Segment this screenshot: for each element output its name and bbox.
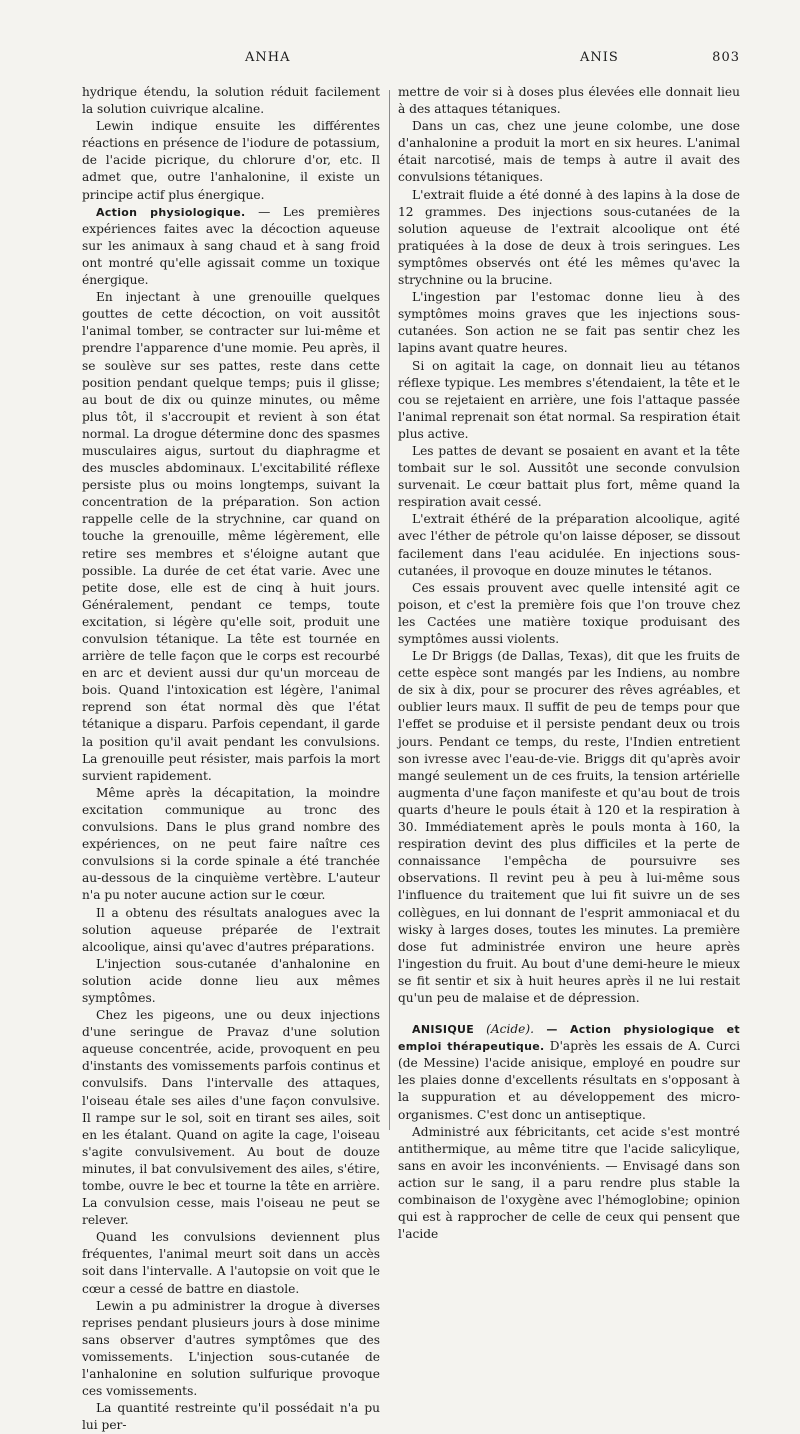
paragraph: Lewin a pu administrer la drogue à diverses reprises pendant plusieurs jours à dose minime sans observer d'autres symptômes que des vomissements. L'injection sous-cutanée de l'anhalonine en solution sulfurique provoque ces vomissements. bbox=[82, 1298, 380, 1399]
left-column bbox=[82, 84, 380, 1434]
paragraph: En injectant à une grenouille quelques gouttes de cette décoction, on voit aussitôt l'animal tomber, se contracter sur lui-même et prendre l'apparence d'une momie. Peu après, il se soulève sur ses pattes, reste dans cette position pendant quelque temps; puis il glisse; au bout de dix ou quinze minutes, ou même plus tôt, il s'accroupit et revient à son état normal. La drogue détermine donc des spasmes musculaires aigus, surtout du diaphragme et des muscles abdominaux. L'excitabilité réflexe persiste plus ou moins longtemps, suivant la concentration de la préparation. Son action rappelle celle de la strychnine, car quand on touche la grenouille, même légèrement, elle retire ses membres et s'éloigne autant que possible. La durée de cet état varie. Avec une petite dose, elle est de cinq à huit jours. Généralement, pendant ce temps, toute excitation, si légère qu'elle soit, produit une convulsion tétanique. La tête est tournée en arrière de telle façon que le corps est recourbé en arc et devient aussi dur qu'un morceau de bois. Quand l'intoxication est légère, l'animal reprend son état normal dès que l'état tétanique a disparu. Parfois cependant, il garde la position qu'il avait pendant les convulsions. La grenouille peut résister, mais parfois la mort survient rapidement. bbox=[82, 290, 380, 783]
paragraph: Si on agitait la cage, on donnait lieu au tétanos réflexe typique. Les membres s'étendaient, la tête et le cou se rejetaient en arrière, une fois l'attaque passée l'animal reprenait son état normal. Sa respiration était plus active. bbox=[398, 358, 740, 441]
paragraph: L'extrait éthéré de la préparation alcoolique, agité avec l'éther de pétrole qu'on laisse déposer, se dissout facilement dans l'eau acidulée. En injections sous-cutanées, il provoque en douze minutes le tétanos. bbox=[398, 512, 740, 578]
page-number: 803 bbox=[712, 50, 740, 65]
paragraph: mettre de voir si à doses plus élevées elle donnait lieu à des attaques tétaniques. bbox=[398, 85, 740, 117]
header-center-word: ANIS bbox=[580, 50, 619, 65]
paragraph: L'extrait fluide a été donné à des lapins à la dose de 12 grammes. Des injections sous-cutanées de la solution aqueuse de l'extrait alcoolique ont été pratiquées à la dose de deux à trois seringues. Les symptômes observés ont été les mêmes qu'avec la strychnine ou la brucine. bbox=[398, 187, 740, 288]
right-column bbox=[398, 84, 740, 1243]
paragraph: Il a obtenu des résultats analogues avec la solution aqueuse préparée de l'extrait alcoolique, ainsi qu'avec d'autres préparations. bbox=[82, 905, 380, 954]
paragraph: hydrique étendu, la solution réduit facilement la solution cuivrique alcaline. bbox=[82, 85, 380, 117]
paragraph: Chez les pigeons, une ou deux injections d'une seringue de Pravaz d'une solution aqueuse concentrée, acide, provoquent en peu d'instants des vomissements parfois continus et convulsifs. Dans l'intervalle des attaques, l'oiseau étale ses ailes d'une façon convulsive. Il rampe sur le sol, soit en tirant ses ailes, soit en les étalant. Quand on agite la cage, l'oiseau s'agite convulsivement. Au bout de douze minutes, il bat convulsivement des ailes, s'étire, tombe, ouvre le bec et tourne la tête en arrière. La convulsion cesse, mais l'oiseau ne peut se relever. bbox=[82, 1008, 380, 1228]
section-heading: Action physiologique. bbox=[96, 205, 246, 219]
paragraph: Le Dr Briggs (de Dallas, Texas), dit que les fruits de cette espèce sont mangés par les Indiens, au nombre de six à dix, pour se procurer des rêves agréables, et oublier leurs maux. Il suffit de peu de temps pour que l'effet se produise et il persiste pendant deux ou trois jours. Pendant ce temps, du reste, l'Indien entretient son ivresse avec l'eau-de-vie. Briggs dit qu'après avoir mangé seulement un de ces fruits, la tension artérielle augmenta d'une façon manifeste et qu'au bout de trois quarts d'heure le pouls était à 120 et la respiration à 30. Immédiatement après le pouls monta à 160, la respiration devint des plus difficiles et la perte de connaissance l'empêcha de poursuivre ses observations. Il revint peu à peu à lui-même sous l'influence du traitement que lui fit suivre un de ses collègues, en lui donnant de l'esprit ammoniacal et du wisky à larges doses, toutes les minutes. La première dose fut administrée environ une heure après l'ingestion du fruit. Au bout d'une demi-heure le mieux se fit sentir et six à huit heures après il ne lui restait qu'un peu de malaise et de dépression. bbox=[398, 649, 740, 1005]
paragraph-entry-anisique bbox=[398, 1021, 740, 1124]
paragraph: Administré aux fébricitants, cet acide s'est montré antithermique, au même titre que l'acide salicylique, sans en avoir les inconvénients. — Envisagé dans son action sur le sang, il a paru rendre plus stable la combinaison de l'oxygène avec l'hémoglobine; opinion qui est à rapprocher de celle de ceux qui pensent que l'acide bbox=[398, 1124, 740, 1242]
entry-qualifier: (Acide). bbox=[474, 1022, 535, 1037]
paragraph: Même après la décapitation, la moindre excitation communique au tronc des convulsions. Dans le plus grand nombre des expériences, on ne peut faire naître ces convulsions si la corde spinale a été tranchée au-dessous de la cinquième vertèbre. L'auteur n'a pu noter aucune action sur le cœur. bbox=[82, 785, 380, 903]
paragraph: L'injection sous-cutanée d'anhalonine en solution acide donne lieu aux mêmes symptômes. bbox=[82, 956, 380, 1005]
paragraph: L'ingestion par l'estomac donne lieu à des symptômes moins graves que les injections sous-cutanées. Son action ne se fait pas sentir chez les lapins avant quatre heures. bbox=[398, 290, 740, 356]
running-header bbox=[80, 50, 740, 74]
section-text: — Les premières expériences faites avec la décoction aqueuse sur les animaux à sang chaud et à sang froid ont montré qu'elle agissait comme un toxique énergique. bbox=[82, 204, 381, 288]
entry-subheading: — Action physiologique et emploi thérapeutique. bbox=[398, 1023, 740, 1054]
entry-text: D'après les essais de A. Curci (de Messine) l'acide anisique, employé en poudre sur les plaies donne d'excellents résultats en s'opposant à la suppuration et au développement des micro-organismes. C'est donc un antiseptique. bbox=[398, 1039, 740, 1122]
column-divider bbox=[389, 90, 390, 1130]
paragraph: Dans un cas, chez une jeune colombe, une dose d'anhalonine a produit la mort en six heures. L'animal était narcotisé, mais de temps à autre il avait des convulsions tétaniques. bbox=[398, 119, 740, 185]
paragraph-section-action bbox=[82, 204, 380, 289]
paragraph: Les pattes de devant se posaient en avant et la tête tombait sur le sol. Aussitôt une seconde convulsion survenait. Le cœur battait plus fort, même quand la respiration avait cessé. bbox=[398, 443, 740, 510]
paragraph: Ces essais prouvent avec quelle intensité agit ce poison, et c'est la première fois que l'on trouve chez les Cactées une matière toxique produisant des symptômes aussi violents. bbox=[398, 580, 740, 646]
header-left-word: ANHA bbox=[245, 50, 291, 65]
paragraph: Quand les convulsions deviennent plus fréquentes, l'animal meurt soit dans un accès soit dans l'intervalle. A l'autopsie on voit que le cœur a cessé de battre en diastole. bbox=[82, 1230, 380, 1296]
paragraph: Lewin indique ensuite les différentes réactions en présence de l'iodure de potassium, de l'acide picrique, du chlorure d'or, etc. Il admet que, outre l'anhalonine, il existe un principe actif plus énergique. bbox=[82, 119, 380, 202]
paragraph: La quantité restreinte qu'il possédait n'a pu lui per- bbox=[82, 1401, 380, 1433]
entry-heading: ANISIQUE bbox=[412, 1023, 475, 1037]
